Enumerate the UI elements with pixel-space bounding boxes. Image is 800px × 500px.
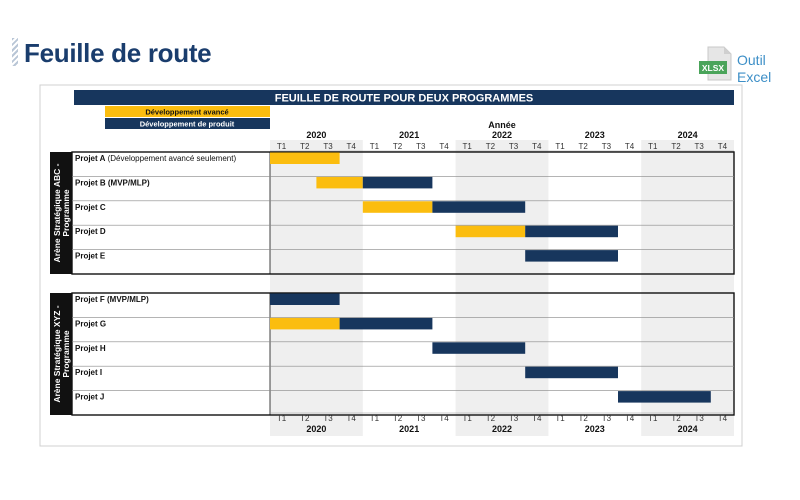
project-label: [75, 319, 106, 328]
quarter-label-bottom: T2: [671, 414, 681, 423]
bar-advanced: [363, 201, 433, 213]
quarter-label-bottom: T3: [508, 414, 519, 423]
quarter-label-bottom: T2: [485, 414, 496, 423]
project-label: [75, 295, 149, 304]
quarter-label-top: T1: [276, 142, 287, 151]
excel-file-icon[interactable]: [699, 47, 731, 80]
quarter-label-bottom: T4: [439, 414, 449, 423]
project-note: (Développement avancé seulement): [105, 154, 237, 163]
bar-product: [618, 391, 711, 403]
year-label-bottom: 2023: [584, 424, 605, 434]
bar-product: [432, 201, 525, 213]
quarter-label-top: T4: [624, 142, 635, 151]
quarter-label-bottom: T4: [717, 414, 728, 423]
gantt-chart: [50, 130, 734, 436]
bar-product: [525, 250, 618, 262]
bar-product: [363, 177, 433, 189]
bar-product: [525, 367, 618, 379]
bar-advanced: [270, 153, 340, 165]
project-name: Projet I: [75, 368, 103, 378]
quarter-label-top: T1: [555, 142, 565, 151]
project-label: [75, 344, 106, 353]
project-label: [75, 368, 102, 377]
quarter-label-top: T4: [346, 142, 356, 151]
bar-product: [525, 226, 618, 238]
quarter-label-top: T3: [601, 142, 612, 151]
year-label-top: 2021: [399, 130, 420, 140]
group-label-line2: Programme: [61, 189, 71, 237]
legend-label-product: Développement de produit: [139, 119, 235, 129]
chart-title: FEUILLE DE ROUTE POUR DEUX PROGRAMMES: [274, 92, 534, 105]
quarter-label-bottom: T4: [624, 414, 635, 423]
year-label-bottom: 2024: [677, 424, 698, 434]
year-label-top: 2023: [584, 130, 605, 140]
quarter-label-bottom: T1: [462, 414, 472, 423]
quarter-label-bottom: T1: [369, 414, 380, 423]
quarter-label-top: T2: [300, 142, 310, 151]
quarter-label-top: T4: [439, 142, 449, 151]
quarter-label-top: T3: [416, 142, 426, 151]
group-label-line1: Arène Stratégique ABC -: [52, 163, 62, 263]
group-label-line1: Arène Stratégique XYZ -: [52, 305, 62, 403]
quarter-label-bottom: T2: [392, 414, 403, 423]
bar-product: [270, 294, 340, 306]
project-name: Projet G: [75, 319, 107, 329]
tool-label-line2: Excel: [737, 69, 772, 85]
quarter-label-top: T1: [462, 142, 472, 151]
year-shade-column: [456, 140, 549, 436]
bar-advanced: [456, 226, 526, 238]
project-label: [75, 227, 106, 236]
quarter-label-top: T1: [369, 142, 380, 151]
quarter-label-top: T2: [578, 142, 588, 151]
quarter-label-top: T2: [392, 142, 403, 151]
project-label: [75, 178, 150, 187]
project-note: (MVP/MLP): [105, 178, 150, 188]
group-label-line2: Programme: [61, 330, 71, 378]
project-name: Projet C: [75, 202, 106, 212]
year-label-top: 2020: [306, 130, 327, 140]
quarter-label-bottom: T1: [276, 414, 287, 423]
tool-label[interactable]: [737, 52, 771, 86]
quarter-label-top: T2: [485, 142, 496, 151]
project-label: [75, 393, 104, 402]
year-label-bottom: 2020: [306, 424, 327, 434]
bar-product: [340, 318, 433, 330]
bar-advanced: [270, 318, 340, 330]
excel-icon-label: XLSX: [701, 63, 725, 73]
year-label-bottom: 2022: [491, 424, 513, 434]
quarter-label-bottom: T2: [300, 414, 310, 423]
quarter-label-bottom: T3: [416, 414, 426, 423]
quarter-label-top: T3: [694, 142, 704, 151]
tool-label-line1: Outil: [737, 52, 766, 68]
page-title: Feuille de route: [24, 38, 212, 68]
quarter-label-top: T2: [671, 142, 681, 151]
quarter-label-bottom: T3: [694, 414, 704, 423]
quarter-label-bottom: T1: [648, 414, 658, 423]
year-label-top: 2024: [677, 130, 698, 140]
quarter-label-top: T4: [532, 142, 542, 151]
project-name: Projet D: [75, 227, 106, 237]
project-label: [75, 154, 236, 163]
bar-advanced: [316, 177, 362, 189]
project-name: Projet H: [75, 343, 106, 353]
project-name: Projet J: [75, 392, 105, 402]
quarter-label-bottom: T4: [532, 414, 542, 423]
project-name: Projet A: [75, 154, 106, 163]
group-border: [72, 152, 734, 274]
project-label: [75, 203, 106, 212]
quarter-label-bottom: T4: [346, 414, 356, 423]
year-axis-label: Année: [488, 120, 516, 130]
legend-label-advanced: Développement avancé: [145, 107, 229, 117]
bar-product: [432, 342, 525, 354]
quarter-label-top: T3: [323, 142, 333, 151]
year-label-top: 2022: [491, 130, 513, 140]
project-name: Projet F (MVP/MLP): [75, 295, 149, 304]
quarter-label-bottom: T2: [578, 414, 588, 423]
quarter-label-top: T3: [508, 142, 519, 151]
year-label-bottom: 2021: [399, 424, 420, 434]
quarter-label-bottom: T3: [323, 414, 333, 423]
project-label: [75, 252, 106, 261]
quarter-label-top: T4: [717, 142, 728, 151]
quarter-label-bottom: T3: [601, 414, 612, 423]
quarter-label-top: T1: [648, 142, 658, 151]
project-name: Projet B: [75, 178, 106, 188]
project-name: Projet E: [75, 251, 106, 261]
quarter-label-bottom: T1: [555, 414, 565, 423]
